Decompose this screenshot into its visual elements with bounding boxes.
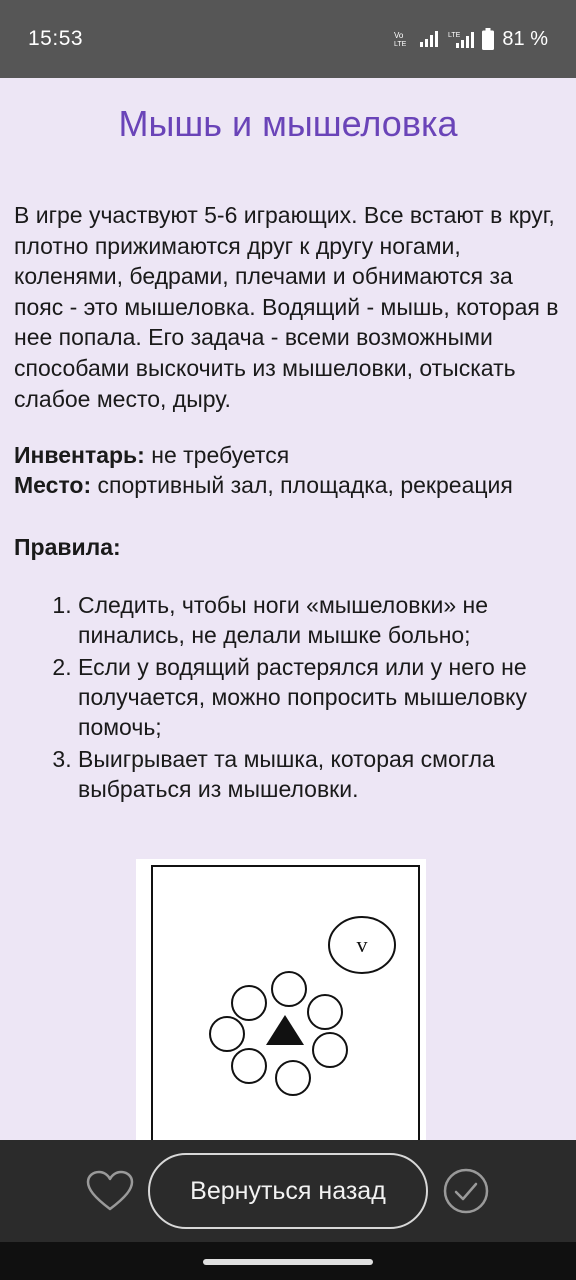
home-indicator[interactable] (203, 1259, 373, 1265)
rules-list (14, 590, 562, 804)
svg-text:LTE: LTE (394, 41, 407, 47)
back-button[interactable]: Вернуться назад (148, 1153, 428, 1229)
article-content[interactable] (0, 78, 576, 1140)
diagram-v-label: v (356, 932, 368, 957)
bottom-action-bar (0, 1140, 576, 1242)
battery-icon (482, 28, 494, 50)
rules-heading: Правила: (14, 534, 121, 561)
player-circle (232, 1049, 266, 1083)
rule-item: 3. Выигрывает та мышка, которая смогла выбраться из мышеловки. (78, 744, 562, 804)
like-button[interactable] (84, 1168, 136, 1214)
system-nav-bar (0, 1242, 576, 1280)
status-time: 15:53 (28, 27, 84, 50)
player-circle (232, 986, 266, 1020)
player-circle (210, 1017, 244, 1051)
done-button[interactable] (442, 1167, 490, 1215)
inventory-label: Инвентарь: (14, 442, 145, 469)
player-circle (276, 1061, 310, 1095)
heart-icon (86, 1170, 134, 1212)
check-circle-icon (443, 1168, 489, 1214)
status-icons (394, 28, 548, 51)
player-circle (272, 972, 306, 1006)
status-bar (0, 0, 576, 78)
volte-icon (394, 31, 412, 47)
page-title: Мышь и мышеловка (118, 103, 458, 144)
rule-item: 1. Следить, чтобы ноги «мышеловки» не пинались, не делали мышке больно; (78, 590, 562, 650)
svg-text:LTE: LTE (448, 32, 461, 39)
place-value: спортивный зал, площадка, рекреация (91, 472, 513, 499)
svg-text:Vo: Vo (394, 31, 404, 40)
inventory-value: не требуется (144, 442, 290, 469)
signal-icon (420, 31, 440, 47)
battery-percent: 81 % (502, 27, 548, 50)
place-label: Место: (14, 472, 92, 499)
game-diagram (136, 859, 426, 1140)
rule-item: 2. Если у водящий растерялся или у него не получается, можно попросить мышеловку помочь; (78, 652, 562, 742)
player-circle (308, 995, 342, 1029)
player-circle (313, 1033, 347, 1067)
game-meta (14, 440, 562, 500)
game-description: В игре участвуют 5-6 играющих. Все встают в круг, плотно прижимаются друг к другу ногами, коленями, бедрами, плечами и обнимаются за пояс - это мышеловка. Водящий - мышь, которая в нее попала. Его задача - всеми возможными способами выскочить из мышеловки, отыскать слабое место, дыру. (14, 202, 559, 412)
lte-signal-icon (448, 30, 474, 48)
